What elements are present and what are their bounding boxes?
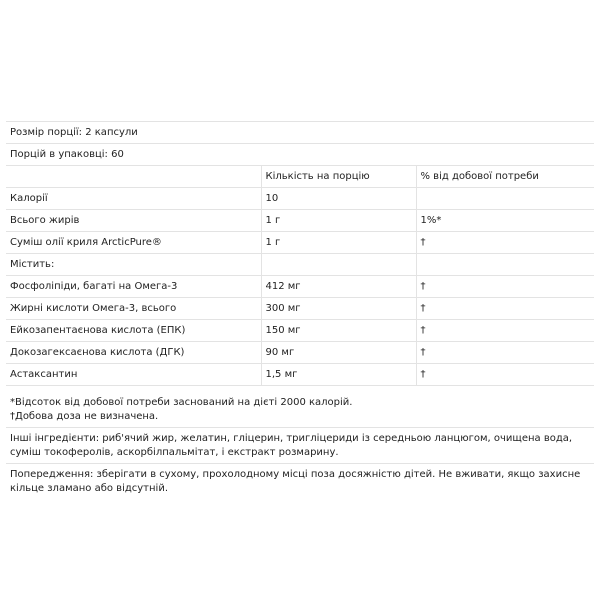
table-row [6,276,594,298]
nutrient-dv: † [416,364,594,386]
contains-label: Містить: [6,254,261,276]
table-row [6,298,594,320]
supplement-facts-table [6,121,594,386]
header-blank [6,166,261,188]
header-daily-value: % від добової потреби [416,166,594,188]
nutrient-name: Калорії [6,188,261,210]
other-ingredients-block [6,432,594,460]
nutrient-name: Суміш олії криля ArcticPure® [6,232,261,254]
table-row [6,364,594,386]
warning-block [6,468,594,496]
table-row [6,210,594,232]
nutrient-amount: 1 г [261,232,416,254]
divider [6,427,594,428]
nutrient-amount: 412 мг [261,276,416,298]
dagger-footnote: †Добова доза не визначена. [10,411,159,422]
nutrient-dv: † [416,298,594,320]
contains-blank-amount [261,254,416,276]
nutrient-name: Жирні кислоти Омега-3, всього [6,298,261,320]
table-row [6,188,594,210]
nutrient-name: Фосфоліпіди, багаті на Омега-3 [6,276,261,298]
nutrient-amount: 90 мг [261,342,416,364]
contains-blank-dv [416,254,594,276]
contains-row [6,254,594,276]
warning-text: Попередження: зберігати в сухому, прохолодному місці поза досяжністю дітей. Не вживати, якщо захисне кільце зламано або відсутній. [10,469,581,494]
supplement-facts-panel [6,121,594,496]
header-amount: Кількість на порцію [261,166,416,188]
nutrient-dv: 1%* [416,210,594,232]
other-ingredients: Інші інгредієнти: риб'ячий жир, желатин, гліцерин, тригліцериди із середньою ланцюгом, очищена вода, суміш токоферолів, аскорбілпальмітат, і екстракт розмарину. [10,433,573,458]
footnotes [6,396,594,424]
nutrient-name: Ейкозапентаєнова кислота (ЕПК) [6,320,261,342]
nutrient-amount: 300 мг [261,298,416,320]
nutrient-amount: 1 г [261,210,416,232]
table-row [6,342,594,364]
column-header-row [6,166,594,188]
nutrient-dv: † [416,276,594,298]
table-row [6,320,594,342]
nutrient-name: Докозагексаєнова кислота (ДГК) [6,342,261,364]
servings-per-container: Порцій в упаковці: 60 [6,144,594,166]
table-row [6,232,594,254]
nutrient-amount: 150 мг [261,320,416,342]
nutrient-amount: 10 [261,188,416,210]
divider [6,463,594,464]
nutrient-dv [416,188,594,210]
serving-size: Розмір порції: 2 капсули [6,122,594,144]
servings-per-container-row [6,144,594,166]
serving-size-row [6,122,594,144]
nutrient-dv: † [416,320,594,342]
nutrient-amount: 1,5 мг [261,364,416,386]
nutrient-dv: † [416,232,594,254]
nutrient-name: Всього жирів [6,210,261,232]
nutrient-name: Астаксантин [6,364,261,386]
nutrient-dv: † [416,342,594,364]
daily-value-footnote: *Відсоток від добової потреби заснований на дієті 2000 калорій. [10,397,353,408]
